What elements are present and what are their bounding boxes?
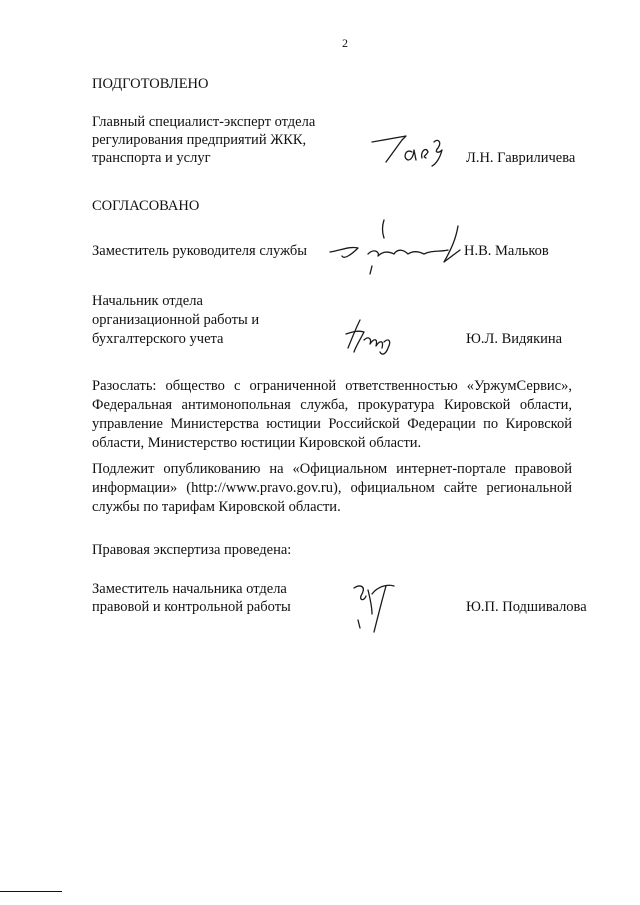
prepared-position-line-2: регулирования предприятий ЖКК, [92,132,307,148]
signature-head [344,316,404,360]
publication-paragraph: Подлежит опубликованию на «Официальном интернет-портале правовой информации» (http://www.pravo.gov.ru), официальном сайте региональной службы по тарифам Кировской области. [92,461,572,515]
footnote-separator [0,891,62,892]
distribution-paragraph: Разослать: общество с ограниченной ответственностью «УржумСервис», Федеральная антимонопольная служба, прокуратура Кировской области, управление Министерства юстиции Российской Федерации по Кировской области, Министерство юстиции Кировской области. [92,378,572,451]
legal-review-statement: Правовая экспертиза проведена: [92,542,292,558]
head-position-line-2: организационной работы и [92,312,260,328]
page-number: 2 [342,36,348,50]
signature-deputy [328,212,468,278]
head-position-line-3: бухгалтерского учета [92,331,224,347]
deputy-position: Заместитель руководителя службы [92,243,308,259]
legal-name: Ю.П. Подшивалова [466,599,587,615]
head-position-line-1: Начальник отдела [92,293,203,309]
approved-heading: СОГЛАСОВАНО [92,198,200,214]
prepared-position-line-3: транспорта и услуг [92,150,211,166]
prepared-name: Л.Н. Гавриличева [466,150,576,166]
head-name: Ю.Л. Видякина [466,331,563,347]
prepared-heading: ПОДГОТОВЛЕНО [92,76,209,92]
deputy-name: Н.В. Мальков [464,243,549,259]
signature-prepared [368,130,458,172]
signature-legal [344,576,404,638]
legal-position-line-1: Заместитель начальника отдела [92,581,287,597]
prepared-position-line-1: Главный специалист-эксперт отдела [92,114,316,130]
legal-position-line-2: правовой и контрольной работы [92,599,291,615]
